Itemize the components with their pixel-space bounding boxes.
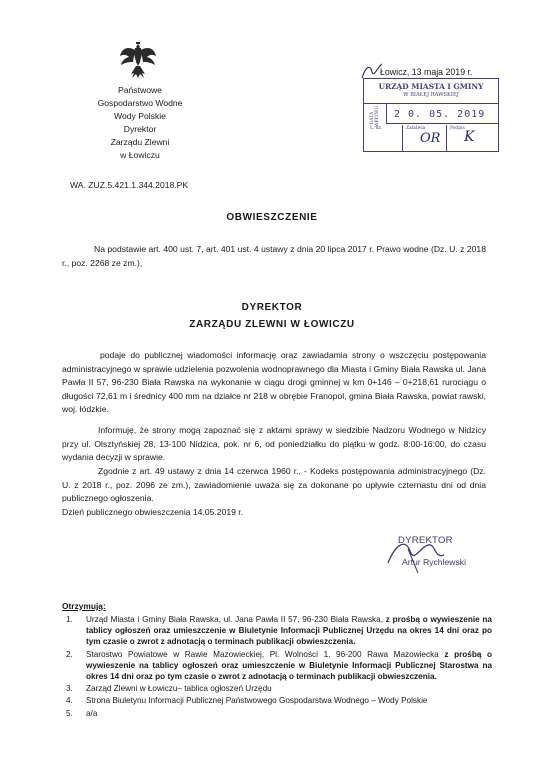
signature-title: DYREKTOR xyxy=(398,535,453,546)
body-paragraph-text: Zgodnie z art. 49 ustawy z dnia 14 czerwca 1960 r., - Kodeks postępowania administracyjnego (Dz. U. z 2018 r., poz. 2096 ze zm.), zawiadomienie uważa się za dokonane po upływie czternastu dni od dnia publicznego ogłoszenia. xyxy=(62,466,486,504)
list-item xyxy=(62,614,492,648)
document-title: OBWIESZCZENIE xyxy=(226,212,318,223)
signature-block xyxy=(384,533,494,577)
list-item-number: 4. xyxy=(66,696,73,706)
list-item xyxy=(62,708,492,719)
director-heading-sub: ZARZĄDU ZLEWNI W ŁOWICZU xyxy=(189,319,355,330)
list-item-number: 1. xyxy=(66,615,73,624)
stamp-field: Podpis xyxy=(450,126,465,131)
signature-name: Artur Rychlewski xyxy=(402,557,466,567)
stamp-date-label: DATA WPŁYWU xyxy=(370,105,380,127)
stamp-city: W BIAŁEJ RAWSKIEJ xyxy=(403,92,459,98)
stamp-handwriting: K xyxy=(464,129,475,145)
issuer-line: Państwowe xyxy=(118,85,162,95)
signature-scribble-icon xyxy=(384,533,494,577)
list-item-text: Zarząd Zlewni w Łowiczu– tablica ogłoszeń Urzędu xyxy=(86,684,272,694)
body-paragraph xyxy=(62,465,486,506)
issuer-line: Gospodarstwo Wodne xyxy=(97,98,183,108)
reference-number: WA. ZUZ.5.421.1.344.2018.PK xyxy=(70,180,189,190)
list-item-number: 2. xyxy=(66,649,73,659)
body-paragraph xyxy=(62,349,486,417)
issuer-line: w Łowiczu xyxy=(120,150,160,160)
list-item-text: Urząd Miasta i Gminy Biała Rawska, ul. Jana Pawła II 57, 96-230 Biała Rawska, xyxy=(86,615,386,624)
list-item-bold: z prośbą o wywieszenie na tablicy ogłoszeń oraz umieszczenie w Biuletynie Informacji Publicznej Starostwa na okres 14 dni oraz po tym czasie o zwrot z adnotacją o terminach publikacji obwieszczenia. xyxy=(86,649,492,682)
list-item-text: Strona Biuletynu Informacji Publicznej Państwowego Gospodarstwa Wodnego – Wody Polskie xyxy=(86,696,428,706)
list-item-bold: z prośbą o wywieszenie na tablicy ogłoszeń oraz umieszczenie w Biuletynie Informacji Publicznej Urzędu na okres 14 dni oraz po tym czasie o zwrot z adnotacją o terminach publikacji obwieszczenia. xyxy=(86,615,492,647)
stamp-office: URZĄD MIASTA I GMINY xyxy=(378,82,484,91)
body-paragraph: Dzień publicznego obwieszczenia 14.05.2019 r. xyxy=(62,507,244,517)
stamp-handwriting: OR xyxy=(420,131,441,146)
issuer-line: Zarządu Zlewni xyxy=(110,137,170,147)
received-stamp xyxy=(363,78,499,152)
eagle-emblem-icon xyxy=(118,40,158,84)
recipients-list xyxy=(62,614,492,720)
place-date: Łowicz, 13 maja 2019 r. xyxy=(380,67,473,77)
stamp-date-value: 2 0. 05. 2019 xyxy=(394,109,486,120)
list-item-text: a/a xyxy=(86,708,98,718)
issuer-line: Dyrektor xyxy=(123,124,157,134)
list-item xyxy=(62,695,492,706)
body-paragraph-text: Informuję, że strony mogą zapoznać się z aktami sprawy w siedzibie Nadzoru Wodnego w Nidzicy przy ul. Olsztyńskiej 28, 13-100 Nidzica, pok. nr 6, od poniedziałku do piątku w godz. 8:00-16:00, do czasu wydania decyzji w sprawie. xyxy=(62,425,486,463)
body-paragraph xyxy=(62,424,486,465)
stamp-field: L. dz. xyxy=(370,126,383,131)
legal-basis xyxy=(62,243,486,270)
legal-basis-text: Na podstawie art. 400 ust. 7, art. 401 ust. 4 ustawy z dnia 20 lipca 2017 r. Prawo wodne (Dz. U. z 2018 r., poz. 2268 ze zm.), xyxy=(62,244,486,268)
issuer-line: Wody Polskie xyxy=(114,111,166,121)
list-item-number: 3. xyxy=(66,684,73,694)
list-item xyxy=(62,683,492,694)
director-heading: DYREKTOR xyxy=(241,302,303,313)
list-item xyxy=(62,649,492,683)
list-item-text: Starostwo Powiatowe w Rawie Mazowieckiej, Pl. Wolności 1, 96-200 Rawa Mazowiecka xyxy=(86,649,445,659)
body-paragraph-text: podaje do publicznej wiadomości informację oraz zawiadamia strony o wszczęciu postępowania administracyjnego w sprawie udzielenia pozwolenia wodnoprawnego dla Miasta i Gminy Biała Rawska ul. Jana Pawła II 57, 96-230 Biała Rawska na wykonanie w ciągu drogi gminnej w km 0+146 – 0+218,61 rurociągu o długości 72,61 m i średnicy 400 mm na działce nr 218 w obrębie Franopol, gmina Biała Rawska, powiat rawski, woj. łódzkie. xyxy=(62,350,486,415)
stamp-field: Załatwia xyxy=(406,126,426,131)
recipients-heading: Otrzymują: xyxy=(62,601,106,611)
issuer-header xyxy=(60,84,220,162)
list-item-number: 5. xyxy=(66,708,73,718)
